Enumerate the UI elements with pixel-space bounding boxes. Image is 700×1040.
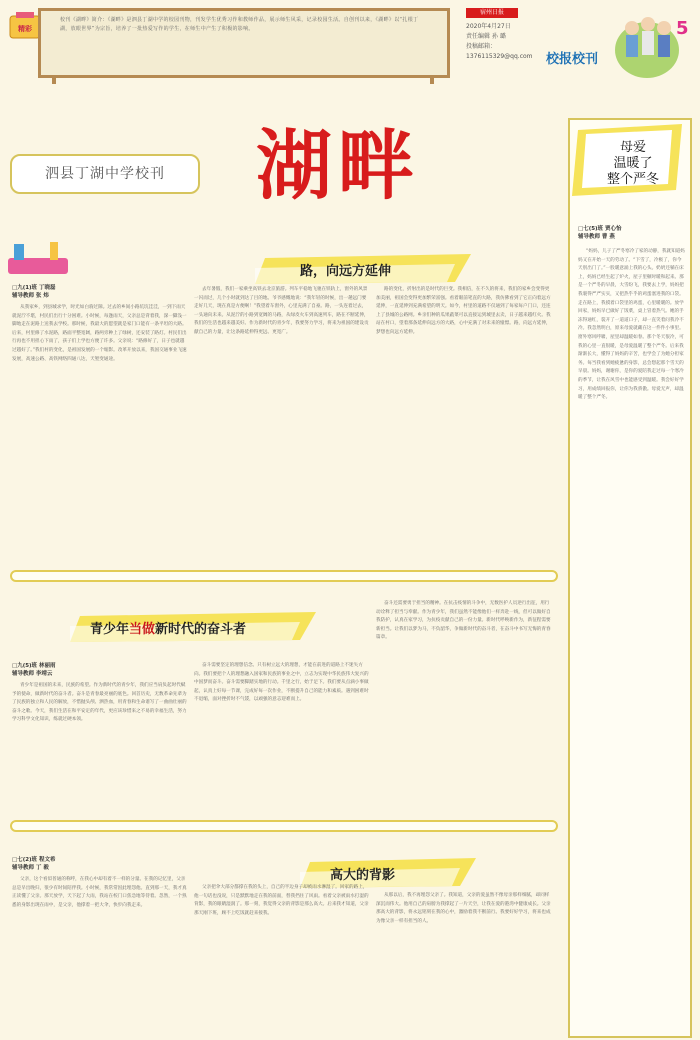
- newspaper-title: 湖畔: [256, 121, 420, 210]
- article-author: □九(5)班 林丽雨: [12, 663, 56, 669]
- article-column: 奋斗需要坚定的理想信念。只有树立远大的理想，才能在前进的道路上不迷失方向。我们要把个人的理想融入国家和民族的事业之中，立志为实现中华民族伟大复兴的中国梦而奋斗。奋斗需要脚踏实地的行动。千里之行，始于足下。我们要从点滴小事做起，认真上好每一节课，完成好每一次作业，不断提升自己的能力和素质。遇到困难时不退缩，面对挫折时不气馁，以顽强的意志迎难而上。: [194, 663, 369, 703]
- email-address: 1376115329@qq.com: [466, 53, 533, 60]
- issue-info: [466, 22, 533, 62]
- article-column: 从我家乡，到县城求学，时光如白驹过隙。过去的乡间小路坑坑洼洼，一到下雨天就泥泞不堪，村民们出行十分困难。小时候，每逢雨天，父亲总是背着我，深一脚浅一脚地走在泥路上送我去学校。那时候，我最大的愿望就是家门口能有一条平坦的大路。后来，村里修了水泥路，路面平整宽阔，路两旁种上了绿树，还安装了路灯。村民们出行再也不用担心下雨了，孩子们上学也方便了许多。父亲说：“路修好了，日子也就越过越好了。”我们村的变化，是祖国发展的一个缩影。改革开放以来，我国交通事业飞速发展，高速公路、高铁网络四通八达，天堑变通途。: [12, 305, 187, 362]
- section-divider: [10, 820, 558, 832]
- article-headline: [90, 618, 246, 637]
- sidebar-byline: [578, 225, 621, 241]
- section-name: 校报校刊: [546, 52, 599, 67]
- article-column: 父亲把伞大部分都撑在我的头上，自己的半边身子却被雨水淋湿了。回家的路上，他一句话也没说，只是默默地走在我的前面，替我挡住了风雨。看着父亲被雨水打湿的背影，我的眼睛湿润了。那一刻，我觉得父亲的背影是那么高大。后来我才知道，父亲那天刚下班，顾不上吃饭就赶来接我。: [194, 885, 369, 916]
- article-teacher: 辅导教师 张 炜: [12, 293, 49, 299]
- sidebar-author: □七(5)班 贾心怡: [578, 226, 622, 232]
- headline-part: 新时代的奋斗者: [155, 622, 247, 637]
- students-illustration: [612, 6, 682, 82]
- paper-name: 宿州日报: [466, 8, 518, 18]
- headline-part: 青少年: [90, 622, 130, 637]
- intro-text: 校刊《湖畔》简介：《湖畔》是泗县丁湖中学的校园刊物，刊发学生优秀习作和教师作品，展示师生风采，记录校园生活。自创刊以来，《湖畔》以“扎根丁湖，放眼世界”为宗旨，培养了一批热爱写作的学生，在师生中产生了积极的影响。: [60, 17, 419, 32]
- works-selection-icon: [6, 240, 76, 280]
- article-column: 奋斗还需要勇于担当的精神。在抗击疫情的斗争中，无数医护人员逆行出征，用行动诠释了担当与奉献。作为青少年，我们虽然不能像他们一样奔赴一线，但可以做好自我防护，认真在家学习，为抗疫贡献自己的一份力量。新时代呼唤新作为，新征程需要新担当。让我们以梦为马，不负韶华，争做新时代的奋斗者，在奋斗中书写无悔的青春篇章。: [376, 601, 551, 641]
- article-column: 路的变化，折射出的是时代的巨变。我相信，在不久的将来，我们的家乡会变得更加美丽，祖国会变得更加繁荣富强。看着眼前笔直的大路，我仿佛看到了它正向着远方延伸，一直延伸到充满希望的明天。如今，村里的道路不仅通到了每家每户门口，还连上了县城的公路网。乡亲们种的瓜果蔬菜可以直接运到城里去卖，日子越来越红火。我站在村口，望着那条延伸向远方的大路，心中充满了对未来的憧憬。路，向远方延伸，梦想也向远方延伸。: [376, 287, 551, 335]
- sidebar-article-body: “妈妈，儿子了严冬寒冷了家的动静，我就知道妈妈又在开始一天的劳动了。“下雪了，冷极了，你今天别出门了。”一股暖意涌上我的心头。奶奶还躺在床上，妈妈已经生起了炉火，屋子里顿时暖和起来。那是一个严冬的早晨，大雪纷飞，我要去上学，妈妈把我裹得严严实实，又把热乎乎的鸡蛋塞进我的口袋。走在路上，我摸着口袋里的鸡蛋，心里暖暖的。放学回家，妈妈早已做好了饭菜，桌上冒着热气。她的手冻得通红，裂开了一道道口子，却一直笑着问我冷不冷。我忽然明白，原来母爱就藏在这一件件小事里。窗外寒风呼啸，屋里却温暖如春。那个冬天很冷，可我的心里一直很暖，是母爱温暖了整个严冬。后来我渐渐长大，懂得了妈妈的辛苦，也学会了为她分担家务。每当我看到她疲惫的身影，总会想起那个雪天的早晨。妈妈，谢谢你，是你的爱陪我走过每一个寒冷的季节，让我在风雪中也能感受到温暖。我会好好学习，用成绩回报你，让你为我骄傲。母爱无声，却温暖了整个严冬。: [578, 249, 685, 401]
- article-author: □七(2)班 程文希: [12, 857, 56, 863]
- issue-editor: 责任编辑 孙 璐: [466, 33, 506, 40]
- issue-date: 2020年4月27日: [466, 23, 511, 30]
- sidebar-teacher: 辅导教师 曹 燕: [578, 234, 615, 240]
- sidebar-headline-line: 母爱: [619, 140, 646, 155]
- article-column: 去年暑假，我们一家乘坐高铁去北京旅游。列车平稳地飞驰在铁轨上，窗外的风景一闪而过，几个小时就到达了目的地。爷爷感慨地说：“我年轻的时候，出一趟远门要走好几天，现在真是方便啊！”我望着车窗外，心里充满了自豪。路，一头连着过去，一头通向未来。从泥泞的小路到宽阔的马路，从绿皮火车到高速列车，路在不断延伸，我们的生活也越来越美好。作为新时代的青少年，我要努力学习，将来为祖国的建设贡献自己的力量，让这条路延伸得更远、更宽广。: [194, 287, 369, 335]
- article-headline: 高大的背影: [330, 868, 396, 883]
- svg-text:精彩: 精彩: [18, 25, 32, 33]
- article-byline: [12, 662, 55, 678]
- board-leg: [430, 78, 434, 84]
- article-teacher: 辅导教师 丁 毅: [12, 865, 49, 871]
- page-number: 5: [676, 18, 689, 39]
- sidebar-headline-line: 整个严冬: [606, 172, 659, 187]
- email-label: 投稿邮箱：: [466, 43, 497, 50]
- article-teacher: 辅导教师 李靖云: [12, 671, 53, 677]
- article-byline: [12, 284, 55, 300]
- article-column: 青少年是祖国的未来，民族的希望。作为新时代的青少年，我们应当肩负起时代赋予的使命，做新时代的奋斗者。奋斗是青春最亮丽的底色。回首历史，无数革命先辈为了民族的独立和人民的解放，不惜抛头颅、洒热血，用青春和生命谱写了一曲曲壮丽的奋斗之歌。今天，我们生活在和平安定的年代，更应该珍惜来之不易的幸福生活，努力学习科学文化知识，练就过硬本领。: [12, 683, 187, 723]
- article-column: 从那以后，我不再埋怨父亲了。我知道，父亲的爱虽然不像母亲那样细腻，却同样深沉而伟大。他用自己的肩膀为我撑起了一片天空，让我在爱的港湾中健康成长。父亲那高大的背影，将永远铭刻在我的心中，激励着我不断前行。我要好好学习，将来也成为像父亲一样有担当的人。: [376, 893, 551, 924]
- headline-highlight: 当做: [129, 622, 156, 637]
- board-leg: [52, 78, 56, 84]
- article-byline: [12, 856, 55, 872]
- article-column: 父亲，这个看似普通的称呼，在我心中却有着不一样的分量。在我的记忆里，父亲总是早出晚归，很少有时间陪伴我。小时候，我常常因此埋怨他。直到那一天，我才真正读懂了父亲。那天放学，天下起了大雨，我站在校门口焦急地等待着。忽然，一个熟悉的身影出现在雨中，是父亲，他撑着一把大伞，快步向我走来。: [12, 877, 187, 908]
- section-divider: [10, 570, 558, 582]
- school-name: 泗县丁湖中学校刊: [10, 154, 200, 194]
- sidebar-headline: [600, 140, 666, 188]
- article-headline: 路，向远方延伸: [300, 264, 392, 279]
- sidebar-headline-line: 温暖了: [613, 156, 653, 171]
- article-author: □九(1)班 丁晓磊: [12, 285, 56, 291]
